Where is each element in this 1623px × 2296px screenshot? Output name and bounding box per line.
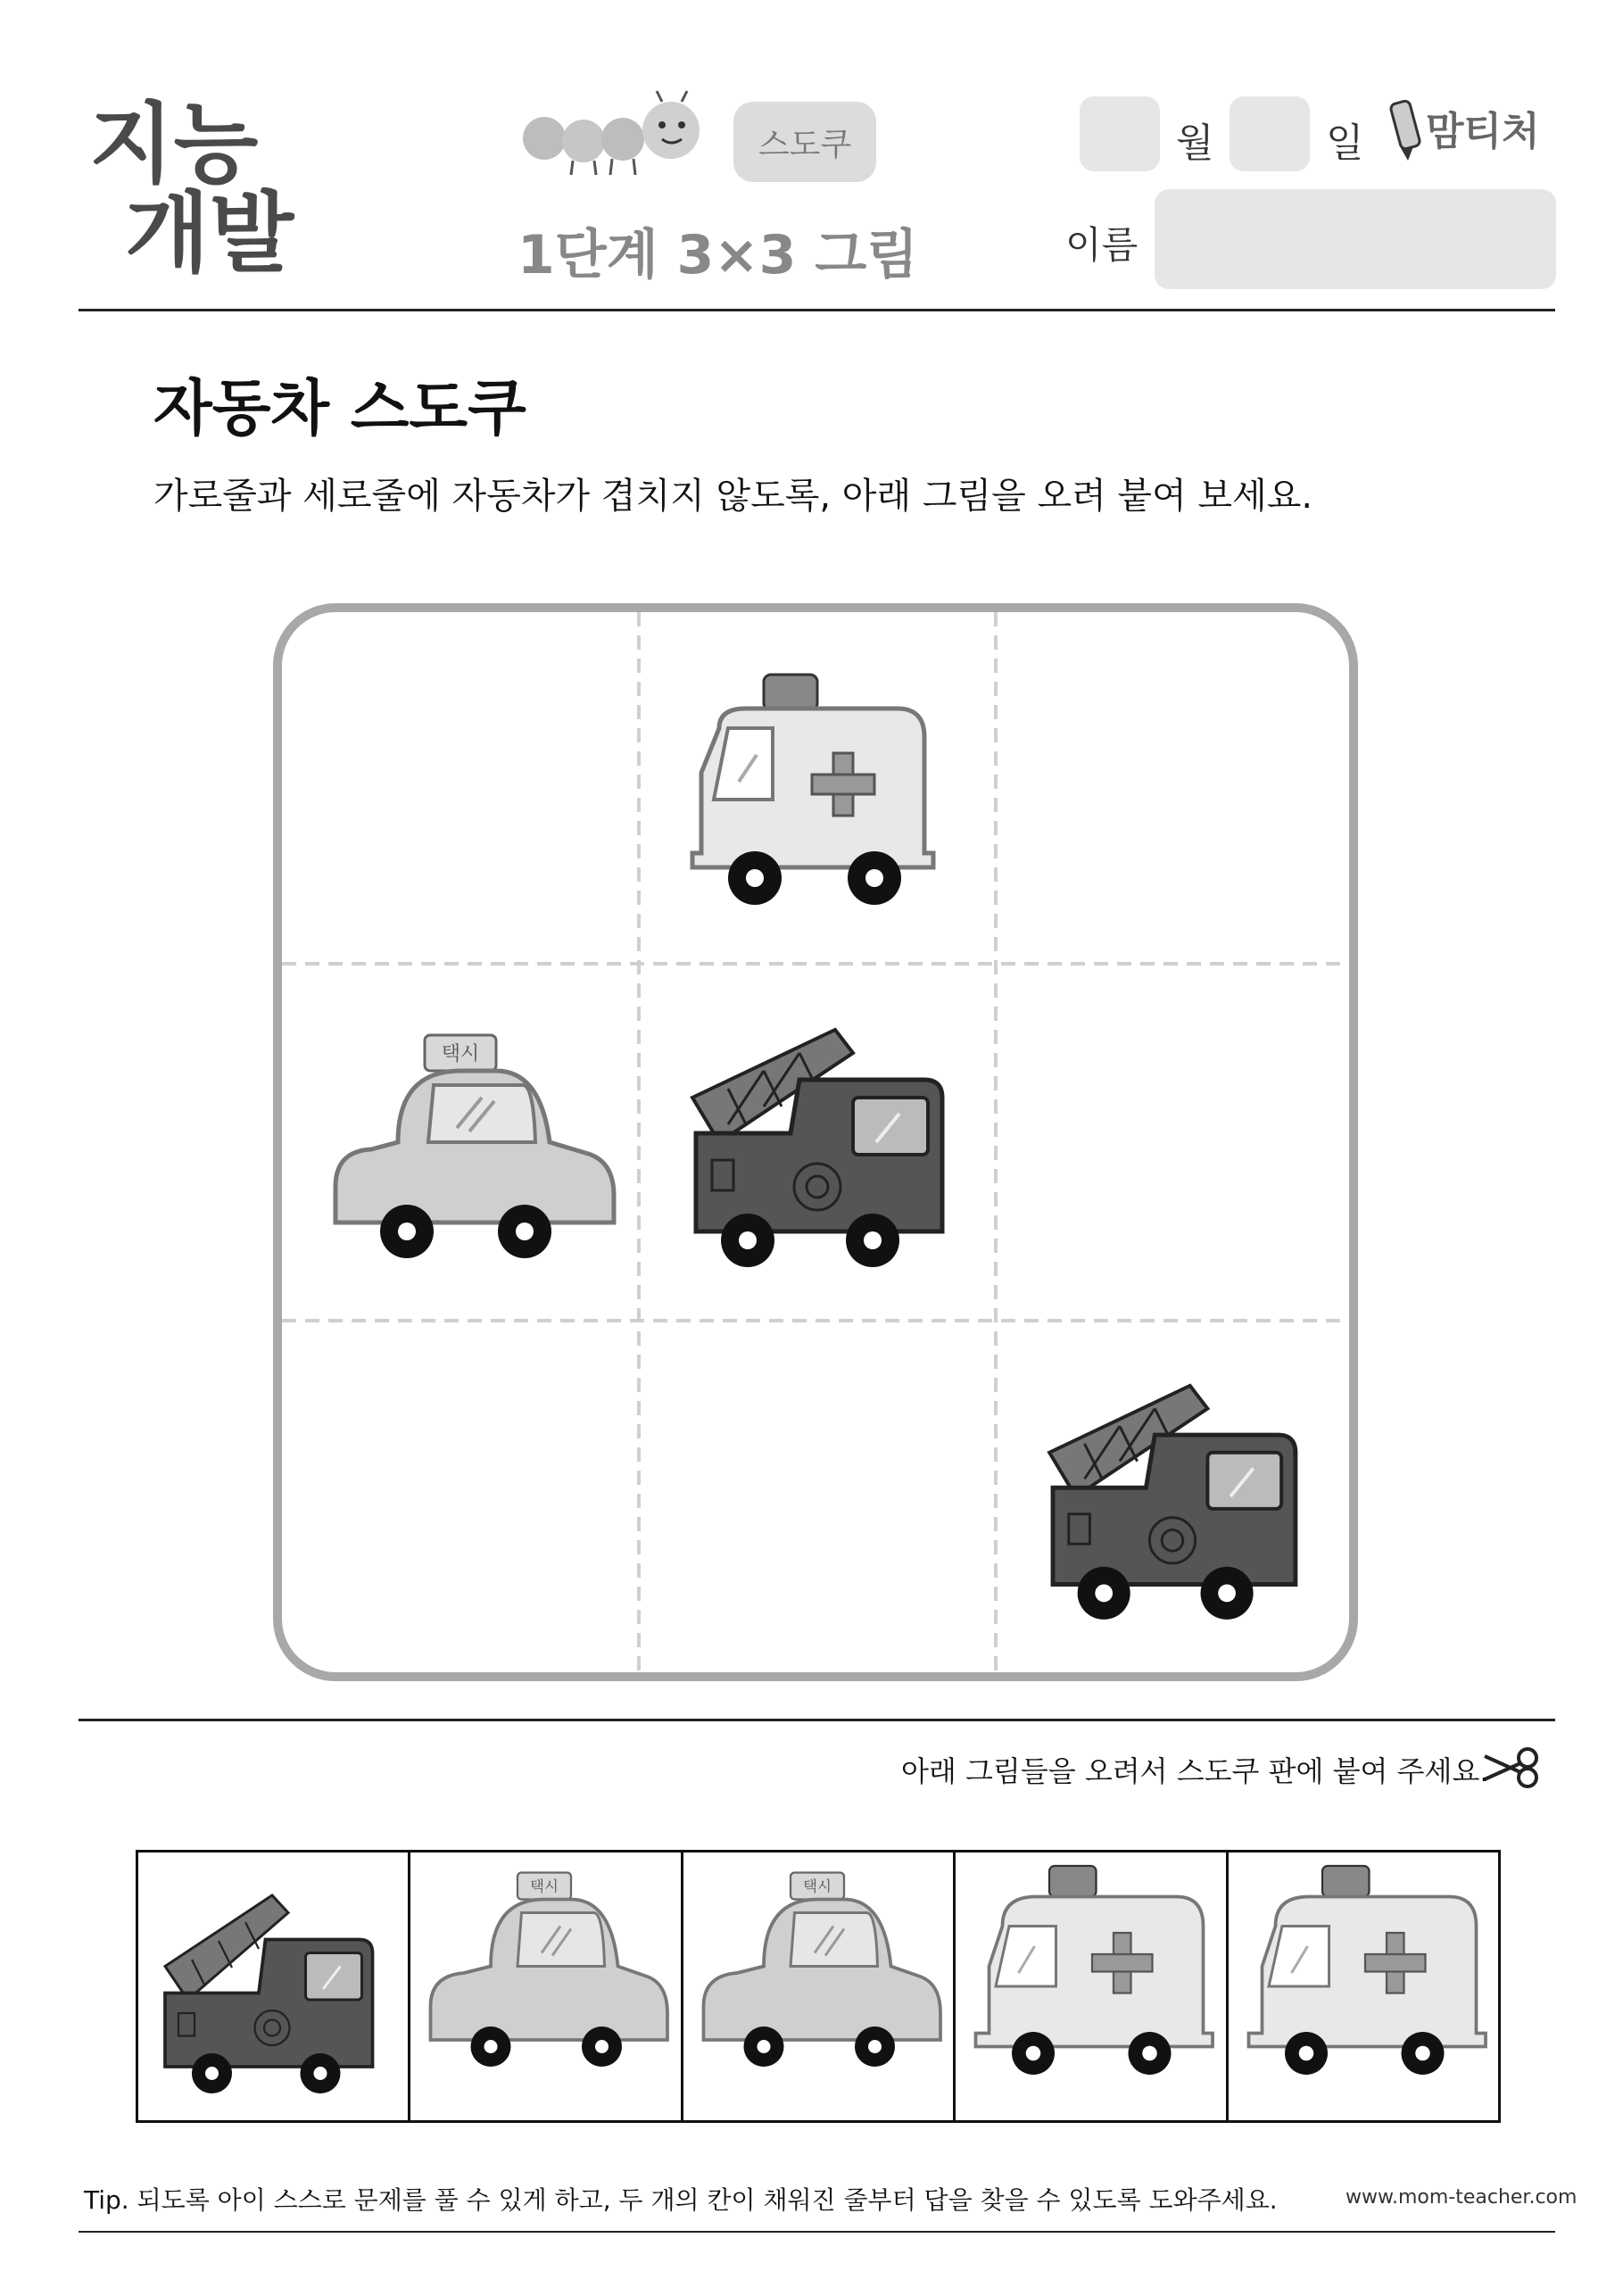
grid-cell-3-3: [996, 1321, 1349, 1672]
footer-divider: [79, 2231, 1555, 2233]
taxi-sign-label: 택시: [530, 1877, 559, 1895]
tip-text: Tip. 되도록 아이 스스로 문제를 풀 수 있게 하고, 두 개의 칸이 채워진 줄부터 답을 찾을 수 있도록 도와주세요.: [84, 2185, 1278, 2215]
taxi-sign-label: 택시: [802, 1877, 832, 1895]
cutout-piece[interactable]: [138, 1853, 410, 2120]
worksheet-title: 자동차 스도쿠: [153, 374, 526, 444]
day-input[interactable]: [1230, 96, 1310, 171]
cutout-instruction: 아래 그림들을 오려서 스도쿠 판에 붙여 주세요.: [901, 1754, 1489, 1788]
caterpillar-icon: [519, 89, 716, 187]
logo-line1: 지능: [89, 94, 259, 195]
cutout-piece[interactable]: [683, 1853, 956, 2120]
fire-truck-icon: [138, 1853, 406, 2120]
taxi-icon: [410, 1853, 678, 2120]
ambulance-icon: [1229, 1853, 1496, 2120]
brand-text: 맘티처: [1426, 109, 1540, 154]
fire-truck-icon: [996, 1321, 1349, 1672]
logo-line2: 개발: [125, 183, 294, 281]
grid-cell-1-1[interactable]: [282, 612, 639, 964]
cutout-strip: [136, 1850, 1501, 2123]
grid-cell-1-2: [639, 612, 996, 964]
taxi-icon: [683, 1853, 951, 2120]
fire-truck-icon: [639, 964, 996, 1321]
ambulance-icon: [956, 1853, 1223, 2120]
level-title: 1단계 3×3 그림: [518, 224, 919, 286]
month-input[interactable]: [1080, 96, 1160, 171]
name-label: 이름: [1065, 223, 1139, 267]
grid-cell-2-3[interactable]: [996, 964, 1349, 1321]
cutout-piece[interactable]: [410, 1853, 683, 2120]
logo: [89, 85, 330, 281]
brand-logo: [1388, 93, 1567, 164]
grid-cell-2-2: [639, 964, 996, 1321]
grid-cell-3-1[interactable]: [282, 1321, 639, 1672]
worksheet-instruction: 가로줄과 세로줄에 자동차가 겹치지 않도록, 아래 그림을 오려 붙여 보세요.: [153, 476, 1313, 517]
taxi-icon: [282, 964, 639, 1321]
category-badge: [733, 102, 876, 182]
cutout-piece[interactable]: [1229, 1853, 1498, 2120]
day-label: 일: [1326, 120, 1364, 166]
cutout-piece[interactable]: [956, 1853, 1228, 2120]
taxi-sign-label: 택시: [441, 1043, 480, 1065]
ambulance-icon: [639, 612, 996, 964]
month-label: 월: [1176, 120, 1214, 166]
header-divider: [79, 309, 1555, 311]
category-badge-label: 스도쿠: [758, 126, 852, 163]
cutout-divider: [79, 1719, 1555, 1721]
name-input[interactable]: [1155, 189, 1556, 289]
grid-cell-3-2[interactable]: [639, 1321, 996, 1672]
grid-cell-1-3[interactable]: [996, 612, 1349, 964]
grid-cell-2-1: [282, 964, 639, 1321]
website-link[interactable]: www.mom-teacher.com: [1346, 2186, 1577, 2209]
scissors-icon: [1481, 1745, 1544, 1790]
